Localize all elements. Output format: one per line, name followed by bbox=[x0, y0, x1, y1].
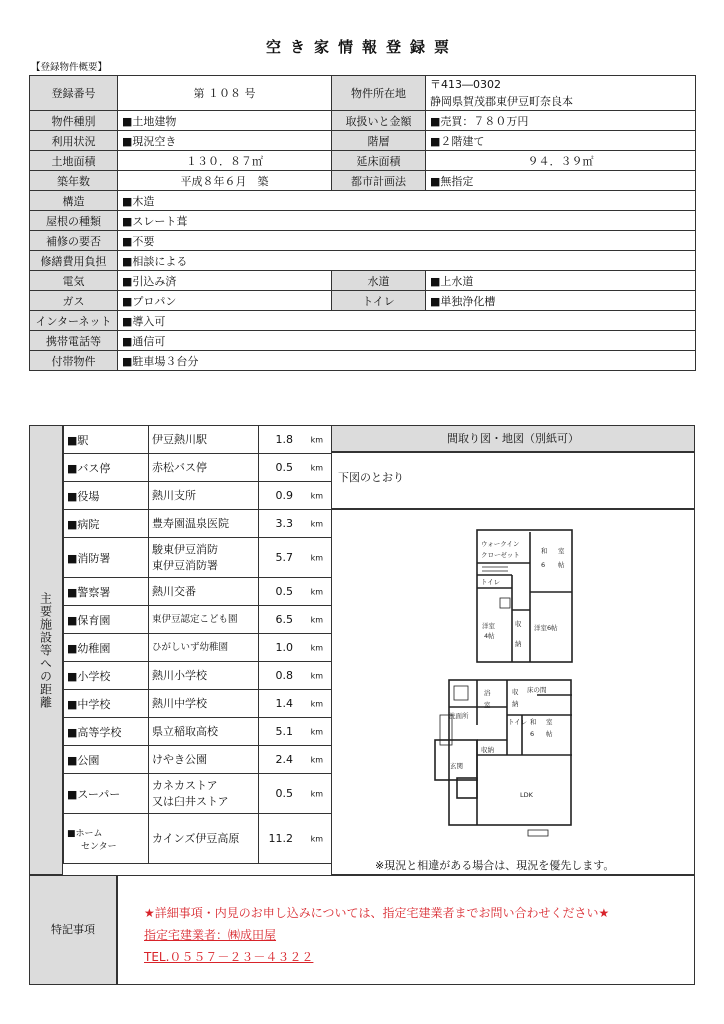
toilet-label: トイレ bbox=[332, 291, 426, 311]
facility-distance-value: 5.1 bbox=[275, 725, 293, 738]
facility-distance bbox=[259, 690, 332, 718]
facility-distance-value: 0.5 bbox=[275, 585, 293, 598]
facility-name bbox=[149, 538, 259, 578]
facility-distance-unit: km bbox=[310, 699, 323, 708]
remarks-content bbox=[117, 875, 695, 985]
facility-name-text: カインズ伊豆高原 bbox=[152, 831, 240, 845]
svg-text:LDK: LDK bbox=[520, 791, 533, 799]
facility-row bbox=[64, 510, 332, 538]
svg-text:納: 納 bbox=[515, 640, 522, 648]
facility-name bbox=[149, 774, 259, 814]
svg-text:収納: 収納 bbox=[481, 746, 494, 754]
facility-name-text: 伊豆熱川駅 bbox=[152, 432, 207, 446]
facility-distance-unit: km bbox=[310, 435, 323, 444]
repair-value: ■不要 bbox=[118, 231, 696, 251]
facility-type-text: ■幼稚園 bbox=[67, 641, 111, 655]
facility-distance-unit: km bbox=[310, 789, 323, 798]
svg-text:トイレ: トイレ bbox=[481, 578, 501, 586]
facility-distance bbox=[259, 718, 332, 746]
deal-label: 取扱いと金額 bbox=[332, 111, 426, 131]
facility-name-text: けやき公園 bbox=[152, 752, 207, 766]
svg-text:洗面所: 洗面所 bbox=[449, 712, 469, 720]
gas-label: ガス bbox=[30, 291, 118, 311]
property-summary-table bbox=[29, 75, 696, 371]
facility-type-text: ■ホーム bbox=[67, 828, 103, 839]
facility-distance-unit: km bbox=[310, 671, 323, 680]
floor-area-label: 延床面積 bbox=[332, 151, 426, 171]
facility-distance-value: 2.4 bbox=[275, 753, 293, 766]
facility-name-text: 県立稲取高校 bbox=[152, 724, 218, 738]
internet-label: インターネット bbox=[30, 311, 118, 331]
svg-text:和: 和 bbox=[530, 718, 537, 726]
structure-value: ■木造 bbox=[118, 191, 696, 211]
svg-text:6: 6 bbox=[541, 561, 546, 569]
floorplan-note: 下図のとおり bbox=[331, 452, 695, 509]
facility-name-text: 豊寿園温泉医院 bbox=[152, 516, 229, 530]
facility-distance-unit: km bbox=[310, 491, 323, 500]
facility-distance-value: 1.4 bbox=[275, 697, 293, 710]
svg-text:玄関: 玄関 bbox=[450, 762, 463, 770]
svg-text:室: 室 bbox=[546, 718, 553, 726]
facility-type bbox=[64, 814, 149, 864]
electric-label: 電気 bbox=[30, 271, 118, 291]
svg-text:クローゼット: クローゼット bbox=[481, 551, 520, 559]
toilet-value: ■単独浄化槽 bbox=[426, 291, 696, 311]
facility-name bbox=[149, 690, 259, 718]
svg-text:6: 6 bbox=[530, 730, 535, 738]
facility-distance-value: 0.8 bbox=[275, 669, 293, 682]
facilities-table bbox=[63, 425, 332, 864]
facility-name-text: 赤松バス停 bbox=[152, 460, 207, 474]
facility-distance-value: 6.5 bbox=[275, 613, 293, 626]
mobile-value: ■通信可 bbox=[118, 331, 696, 351]
svg-text:床の間: 床の間 bbox=[527, 686, 547, 694]
svg-text:洋室6帖: 洋室6帖 bbox=[534, 624, 558, 632]
reg-no-value: 第 １０８ 号 bbox=[118, 76, 332, 111]
extras-label: 付帯物件 bbox=[30, 351, 118, 371]
svg-text:洋室: 洋室 bbox=[482, 622, 495, 630]
floorplan-labels bbox=[449, 540, 565, 799]
svg-text:納: 納 bbox=[512, 700, 519, 708]
facility-name bbox=[149, 454, 259, 482]
facility-type-text: ■スーパー bbox=[67, 787, 121, 801]
facility-row bbox=[64, 482, 332, 510]
facility-name bbox=[149, 718, 259, 746]
facility-name-text: 東伊豆消防署 bbox=[152, 558, 218, 572]
gas-value: ■プロパン bbox=[118, 291, 332, 311]
floors-value: ■２階建て bbox=[426, 131, 696, 151]
location-label: 物件所在地 bbox=[332, 76, 426, 111]
facility-type bbox=[64, 634, 149, 662]
facility-name-text: 熱川中学校 bbox=[152, 696, 207, 710]
facility-distance bbox=[259, 746, 332, 774]
facility-distance-unit: km bbox=[310, 834, 323, 843]
internet-value: ■導入可 bbox=[118, 311, 696, 331]
facility-distance bbox=[259, 814, 332, 864]
facility-type bbox=[64, 426, 149, 454]
facility-row bbox=[64, 578, 332, 606]
facility-name bbox=[149, 814, 259, 864]
roof-value: ■スレート葺 bbox=[118, 211, 696, 231]
facility-distance-value: 11.2 bbox=[268, 832, 293, 845]
facility-type-text: ■病院 bbox=[67, 517, 100, 531]
facility-distance bbox=[259, 510, 332, 538]
facility-distance bbox=[259, 662, 332, 690]
reg-no-label: 登録番号 bbox=[30, 76, 118, 111]
built-label: 築年数 bbox=[30, 171, 118, 191]
svg-text:和: 和 bbox=[541, 547, 548, 555]
land-area-value: １３０．８７㎡ bbox=[118, 151, 332, 171]
facility-distance bbox=[259, 482, 332, 510]
facility-distance-value: 3.3 bbox=[275, 517, 293, 530]
facility-row bbox=[64, 774, 332, 814]
facility-name bbox=[149, 662, 259, 690]
electric-value: ■引込み済 bbox=[118, 271, 332, 291]
roof-label: 屋根の種類 bbox=[30, 211, 118, 231]
document-title: 空き家情報登録票 bbox=[265, 38, 458, 56]
facility-type-text: ■消防署 bbox=[67, 551, 111, 565]
facility-type-text: ■役場 bbox=[67, 489, 100, 503]
remarks-inquiry: ★詳細事項・内見のお申し込みについては、指定宅建業者までお問い合わせください★ bbox=[144, 906, 610, 920]
repair-label: 補修の要否 bbox=[30, 231, 118, 251]
zoning-value: ■無指定 bbox=[426, 171, 696, 191]
repair-cost-label: 修繕費用負担 bbox=[30, 251, 118, 271]
facility-type bbox=[64, 578, 149, 606]
usage-label: 利用状況 bbox=[30, 131, 118, 151]
section-caption: 【登録物件概要】 bbox=[31, 62, 108, 73]
facility-distance-value: 1.8 bbox=[275, 433, 293, 446]
facility-name bbox=[149, 510, 259, 538]
facility-name bbox=[149, 746, 259, 774]
svg-text:収: 収 bbox=[515, 620, 522, 628]
type-value: ■土地建物 bbox=[118, 111, 332, 131]
water-label: 水道 bbox=[332, 271, 426, 291]
facility-row bbox=[64, 662, 332, 690]
facility-type-text: ■バス停 bbox=[67, 461, 111, 475]
floorplan-area bbox=[331, 509, 695, 875]
facility-distance-unit: km bbox=[310, 755, 323, 764]
facility-name-text: 駿東伊豆消防 bbox=[152, 542, 218, 556]
facility-distance-unit: km bbox=[310, 463, 323, 472]
facility-type-text: ■警察署 bbox=[67, 585, 111, 599]
postal-code: 〒413―0302 bbox=[430, 78, 501, 91]
usage-value: ■現況空き bbox=[118, 131, 332, 151]
facilities-section-label: 主要施設等への距離 bbox=[29, 425, 63, 875]
facility-name-text: カネカストア bbox=[152, 778, 218, 792]
facility-row bbox=[64, 718, 332, 746]
facility-type-text: センター bbox=[81, 841, 117, 852]
facility-name bbox=[149, 482, 259, 510]
facility-distance bbox=[259, 606, 332, 634]
facility-distance-unit: km bbox=[310, 727, 323, 736]
facility-type-text: ■公園 bbox=[67, 753, 100, 767]
facility-row bbox=[64, 426, 332, 454]
facility-type bbox=[64, 662, 149, 690]
address: 静岡県賀茂郡東伊豆町奈良本 bbox=[430, 95, 573, 108]
facility-name bbox=[149, 634, 259, 662]
land-area-label: 土地面積 bbox=[30, 151, 118, 171]
svg-text:4帖: 4帖 bbox=[484, 632, 495, 640]
facility-type bbox=[64, 774, 149, 814]
facility-type-text: ■中学校 bbox=[67, 697, 111, 711]
floor-area-value: ９４．３９㎡ bbox=[426, 151, 696, 171]
remarks-agent: 指定宅建業者：㈱成田屋 bbox=[144, 928, 277, 942]
facility-type bbox=[64, 718, 149, 746]
facility-type-text: ■小学校 bbox=[67, 669, 111, 683]
facility-name bbox=[149, 426, 259, 454]
facility-distance bbox=[259, 578, 332, 606]
facility-name-text: 東伊豆認定こども園 bbox=[152, 613, 238, 625]
facility-distance bbox=[259, 538, 332, 578]
water-value: ■上水道 bbox=[426, 271, 696, 291]
facility-name-text: ひがしいず幼稚園 bbox=[152, 641, 229, 653]
facility-type-text: ■保育園 bbox=[67, 613, 111, 627]
facility-type-text: ■駅 bbox=[67, 433, 89, 447]
svg-text:収: 収 bbox=[512, 688, 519, 696]
svg-text:帖: 帖 bbox=[546, 730, 553, 738]
facility-distance-unit: km bbox=[310, 553, 323, 562]
mobile-label: 携帯電話等 bbox=[30, 331, 118, 351]
facility-name-text: 又は臼井ストア bbox=[152, 794, 229, 808]
facility-distance bbox=[259, 426, 332, 454]
facility-type bbox=[64, 690, 149, 718]
facility-row bbox=[64, 454, 332, 482]
facility-type-text: ■高等学校 bbox=[67, 725, 122, 739]
facility-distance-value: 0.9 bbox=[275, 489, 293, 502]
floorplan-header: 間取り図・地図（別紙可） bbox=[331, 425, 695, 452]
extras-value: ■駐車場３台分 bbox=[118, 351, 696, 371]
facility-distance-unit: km bbox=[310, 643, 323, 652]
facility-name-text: 熱川交番 bbox=[152, 584, 196, 598]
structure-label: 構造 bbox=[30, 191, 118, 211]
facility-name bbox=[149, 606, 259, 634]
zoning-label: 都市計画法 bbox=[332, 171, 426, 191]
svg-text:室: 室 bbox=[558, 547, 565, 555]
svg-text:室: 室 bbox=[484, 701, 491, 709]
remarks-label: 特記事項 bbox=[29, 875, 117, 985]
facility-distance bbox=[259, 774, 332, 814]
facility-type bbox=[64, 482, 149, 510]
facility-distance-value: 0.5 bbox=[275, 787, 293, 800]
svg-text:ウォークイン: ウォークイン bbox=[481, 540, 520, 548]
facility-distance-value: 0.5 bbox=[275, 461, 293, 474]
floors-label: 階層 bbox=[332, 131, 426, 151]
built-value: 平成８年６月 築 bbox=[118, 171, 332, 191]
svg-text:浴: 浴 bbox=[484, 689, 491, 697]
location-value bbox=[426, 76, 696, 111]
facility-name-text: 熱川支所 bbox=[152, 488, 196, 502]
facility-type bbox=[64, 538, 149, 578]
facility-name-text: 熱川小学校 bbox=[152, 668, 207, 682]
facility-row bbox=[64, 606, 332, 634]
facility-type bbox=[64, 606, 149, 634]
facility-distance-unit: km bbox=[310, 615, 323, 624]
facility-distance bbox=[259, 634, 332, 662]
facility-row bbox=[64, 814, 332, 864]
floorplan-drawing bbox=[332, 510, 694, 874]
facility-row bbox=[64, 538, 332, 578]
facility-distance-unit: km bbox=[310, 587, 323, 596]
repair-cost-value: ■相談による bbox=[118, 251, 696, 271]
svg-text:帖: 帖 bbox=[558, 561, 565, 569]
facility-row bbox=[64, 634, 332, 662]
facility-row bbox=[64, 690, 332, 718]
facility-name bbox=[149, 578, 259, 606]
deal-value: ■売買：７８０万円 bbox=[426, 111, 696, 131]
type-label: 物件種別 bbox=[30, 111, 118, 131]
facility-type bbox=[64, 746, 149, 774]
facility-distance-value: 5.7 bbox=[275, 551, 293, 564]
floorplan-disclaimer: ※現況と相違がある場合は、現況を優先します。 bbox=[375, 859, 615, 872]
remarks-tel: TEL.０５５７－２３－４３２２ bbox=[144, 950, 314, 964]
svg-text:トイレ: トイレ bbox=[508, 718, 528, 726]
facility-distance-value: 1.0 bbox=[275, 641, 293, 654]
facility-row bbox=[64, 746, 332, 774]
facility-type bbox=[64, 454, 149, 482]
facility-type bbox=[64, 510, 149, 538]
facility-distance bbox=[259, 454, 332, 482]
facility-distance-unit: km bbox=[310, 519, 323, 528]
